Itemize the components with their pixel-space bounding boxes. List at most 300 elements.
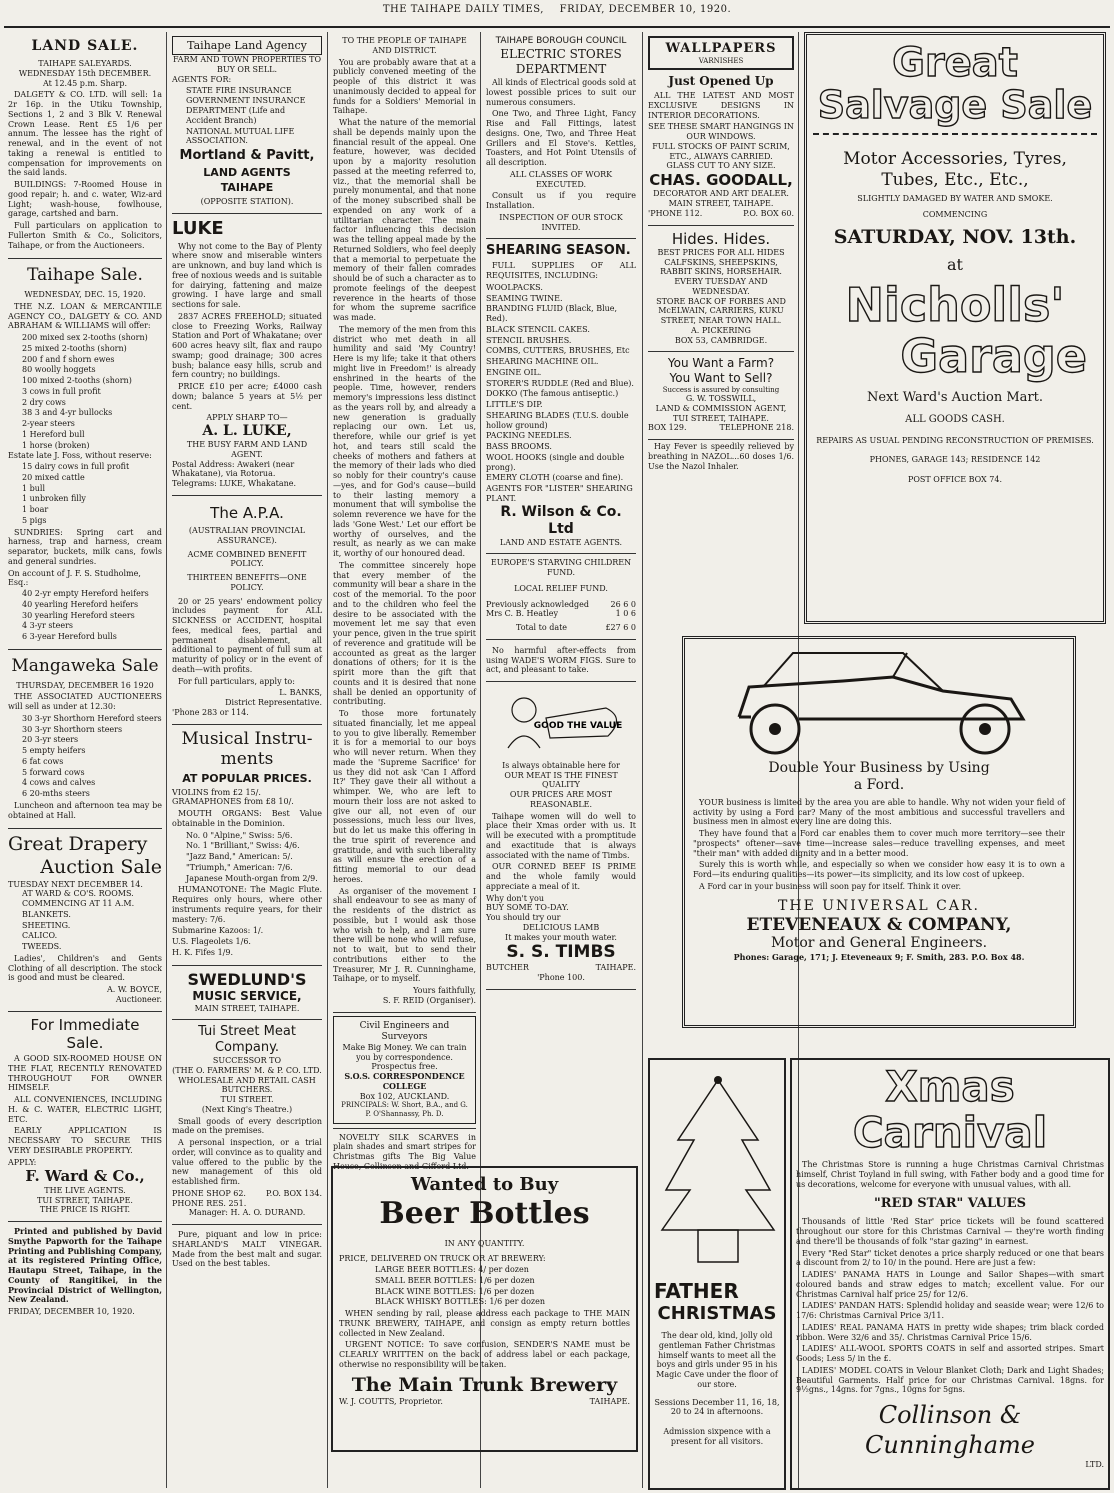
father-title-2: CHRISTMAS	[657, 1303, 777, 1325]
beer-proprietor: W. J. COUTTS, Proprietor.	[339, 1396, 443, 1406]
list-item: 1 bull	[22, 483, 46, 493]
fund-total-row	[486, 623, 636, 633]
land-sale-buildings: BUILDINGS: 7-Roomed House in good repair; h. and c. water, Wiz-ard Light; wash-house, fowlhouse, garage, cartshed and barn.	[8, 180, 162, 219]
list-item: 1 boar	[22, 505, 49, 515]
shoulders-path	[508, 736, 540, 748]
column-3-lower	[329, 1012, 480, 1171]
tui-street: TUI STREET.	[220, 1095, 274, 1105]
timbs-role-row	[486, 963, 636, 973]
xmas-item: LADIES' PANDAN HATS: Splendid holiday and seaside wear; were 12/6 to 17/6: Christmas Carnival Price 3/11.	[796, 1301, 1104, 1321]
apa-apply: For full particulars, apply to:	[178, 676, 295, 686]
salvage-phones: PHONES, GARAGE 143; RESIDENCE 142	[869, 455, 1041, 465]
red-star-body-2: Every "Red Star" ticket denotes a price sharply reduced or one that bears a discount from 2/ to 10/ in the pound. Here are just a few:	[796, 1248, 1104, 1268]
list-item: CALICO.	[22, 931, 58, 941]
goodall-ad	[648, 32, 794, 226]
civil-principals: PRINCIPALS: W. Short, B.A., and G. P. O'Shannassy, Ph. D.	[341, 1101, 468, 1118]
column-1	[4, 32, 166, 1490]
ford-firm: ETEVENEAUX & COMPANY,	[746, 914, 1012, 935]
luke-telegrams: Telegrams: LUKE, Whakatane.	[172, 479, 297, 489]
masthead-date: FRIDAY, DECEMBER 10, 1920.	[559, 4, 732, 15]
list-item: 30 3-yr Shorthorn steers	[22, 724, 123, 734]
farm-contact-row	[648, 423, 794, 433]
goodall-firm: CHAS. GOODALL,	[649, 171, 793, 190]
list-item: 6 3-year Hereford bulls	[22, 632, 117, 642]
immediate-firm: F. Ward & Co.,	[25, 1167, 145, 1186]
drapery-auction-ad	[8, 829, 162, 1011]
apa-sign: L. BANKS,	[279, 688, 322, 698]
beer-firm: The Main Trunk Brewery	[351, 1373, 618, 1396]
borough-subtitle: ELECTRIC STORES DEPARTMENT	[500, 46, 622, 76]
imprint-date: FRIDAY, DECEMBER 10, 1920.	[8, 1307, 135, 1317]
drapery-title-2: Auction Sale	[40, 856, 162, 879]
xmas-item: LADIES' PANAMA HATS in Lounge and Sailor Shapes—with smart coloured bands and straw edges to match; excellent value. For our Christmas Carnival half price 25/ for 12/6.	[796, 1270, 1104, 1299]
goodall-role: DECORATOR AND ART DEALER.	[653, 189, 789, 199]
musical-mouth-organs: MOUTH ORGANS: Best Value obtainable in the Dominion.	[172, 809, 322, 828]
fund-total-amount: £27 6 0	[605, 623, 636, 633]
taihape-sale-title: Taihape Sale.	[27, 265, 143, 286]
shearing-agents: AGENTS FOR "LISTER" SHEARING PLANT.	[486, 484, 633, 503]
timbs-water: It makes your mouth water.	[505, 932, 617, 942]
list-item: 6 fat cows	[22, 756, 64, 766]
list-item: BLACK WHISKY BOTTLES: 1/6 per dozen	[375, 1297, 545, 1307]
tui-phone-row	[172, 1189, 322, 1199]
timbs-body: Taihape women will do well to place their Xmas order with us. It will be executed with a promptitude and exactitude that is always associated with the name of Timbs.	[486, 811, 636, 860]
land-sale-date: WEDNESDAY 15th DECEMBER.	[18, 68, 152, 78]
luke-acres: 2837 ACRES FREEHOLD; situated close to Freezing Works, Railway Station and Port of Whakatane; over 600 acres heavy silt, flax and raupo swamp; good drainage; 300 acres bush; balance easy hills, scrub and fern country; no buildings.	[172, 311, 322, 380]
column-3	[329, 32, 480, 1005]
civil-engineers-ad	[333, 1016, 476, 1124]
father-sessions: Sessions December 11, 16, 18, 20 to 24 in afternoons.	[654, 1397, 780, 1417]
list-item: 4 3-yr steers	[22, 621, 74, 631]
ford-para: YOUR business is limited by the area you are able to handle. Why not widen your field of activity by using a Ford car? Many of the most ambitious and successful travellers and business men in almost every line are doing this.	[693, 797, 1065, 827]
list-item: "Triumph," American: 7/6.	[186, 862, 293, 872]
fund-row-label: Previously acknowledged	[486, 599, 590, 609]
salvage-sale-ad	[804, 32, 1106, 624]
mangaweka-sale-ad	[8, 650, 162, 829]
beer-footer	[339, 1397, 630, 1407]
list-item: 80 woolly hoggets	[22, 365, 96, 375]
fund-total-label: Total to date	[516, 623, 568, 633]
immediate-title-2: Sale.	[66, 1033, 104, 1052]
farm-ad	[648, 352, 794, 440]
list-item: Japanese Mouth-organ from 2/9.	[186, 873, 318, 883]
ford-universal: THE UNIVERSAL CAR.	[778, 897, 980, 914]
ford-role: Motor and General Engineers.	[770, 935, 988, 952]
sundries: SUNDRIES: Spring cart and harness, trap and harness, cream separator, buckets, milk cans, fowls and general sundries.	[8, 527, 162, 566]
apa-sub: (AUSTRALIAN PROVINCIAL ASSURANCE).	[188, 526, 306, 545]
land-sale-particulars: Full particulars on application to Fullerton Smith & Co., Solicitors, Taihape, or from the Auctioneers.	[8, 221, 162, 250]
shearing-season-ad	[486, 239, 636, 554]
xmas-item: LADIES' ALL-WOOL SPORTS COATS in self and assorted stripes. Smart Goods; Less 5/ in the £.	[796, 1344, 1104, 1364]
list-item: 38 3 and 4-yr bullocks	[22, 408, 113, 418]
shearing-role: LAND AND ESTATE AGENTS.	[499, 537, 623, 547]
mangaweka-intro: THE ASSOCIATED AUCTIONEERS will sell as under at 12.30:	[8, 692, 162, 712]
apa-ad	[172, 496, 322, 725]
beer-town: TAIHAPE.	[589, 1396, 630, 1406]
goodall-contact-row	[648, 209, 794, 219]
hides-when: EVERY TUESDAY AND WEDNESDAY.	[674, 277, 768, 296]
timbs-ad	[486, 684, 636, 989]
drapery-body: Ladies', Children's and Gents Clothing of all description. The stock is good and must be cleared.	[8, 953, 162, 983]
estate-line: Estate late J. Foss, without reserve:	[8, 451, 152, 461]
running-board	[739, 717, 961, 719]
musical-more-list	[172, 926, 322, 957]
tui-street-meat-ad	[172, 1020, 322, 1225]
list-item: WOOL HOOKS (single and double prong).	[486, 452, 625, 472]
swedlund-title-2: MUSIC SERVICE,	[192, 989, 302, 1004]
drapery-items	[8, 910, 162, 952]
borough-invite: INSPECTION OF OUR STOCK INVITED.	[499, 212, 623, 232]
list-item: 1 unbroken filly	[22, 494, 86, 504]
list-item: 5 empty heifers	[22, 746, 86, 756]
luke-ad	[172, 214, 322, 496]
varnishes-text: VARNISHES	[698, 56, 744, 65]
list-item: 30 yearling Hereford steers	[22, 610, 135, 620]
borough-title: TAIHAPE BOROUGH COUNCIL	[495, 36, 627, 46]
list-item: 2-year steers	[22, 419, 75, 429]
list-item: 200 mixed sex 2-tooths (shorn)	[22, 333, 148, 343]
land-sale-ad	[8, 32, 162, 259]
account-items	[8, 589, 162, 642]
immediate-conveniences: ALL CONVENIENCES, INCLUDING H. & C. WATER, ELECTRIC LIGHT, ETC.	[8, 1095, 162, 1124]
xmas-intro: The Christmas Store is running a huge Christmas Carnival Christmas himself, Christ Toyland in full swing, with Father body and a good time for us decorations, welcome for everyone with unusual values, with all.	[796, 1160, 1104, 1189]
letter-para: The committee sincerely hope that every member of the community will bear a share in the cost of the memorial. To the poor and to the children who feel the desire to be associated with the movement let me say that even your pence, given in the true spirit of reverence and gratitude will be accounted as great as the larger donations of others; for it is the spirit more than the gift that counts and it is desired that none shall be denied an opportunity of contributing.	[333, 560, 476, 707]
salvage-damaged: SLIGHTLY DAMAGED BY WATER AND SMOKE.	[857, 194, 1053, 204]
list-item: SHEARING MACHINE OIL.	[486, 357, 599, 367]
scarves-ad: NOVELTY SILK SCARVES in plain shades and smart stripes for Christmas gifts The Big Value House, Collinson and Gifford Ltd.	[333, 1128, 476, 1172]
immediate-apply: APPLY:	[8, 1157, 37, 1167]
ford-para: A Ford car in your business will soon pay for itself. Think it over.	[699, 881, 962, 891]
tree-star	[714, 1076, 722, 1084]
list-item: ENGINE OIL.	[486, 367, 542, 377]
list-item: LARGE BEER BOTTLES: 4/ per dozen	[375, 1265, 529, 1275]
drapery-place: AT WARD & CO'S. ROOMS.	[22, 889, 134, 899]
ford-ad	[682, 636, 1076, 1028]
timbs-intro: Is always obtainable here for	[502, 760, 620, 770]
fund-row-amount: 26 6 0	[610, 599, 636, 609]
mortland-agents-for: AGENTS FOR:	[172, 74, 232, 84]
goodall-street: MAIN STREET, TAIHAPE.	[668, 199, 774, 209]
salvage-title-2: Salvage Sale	[817, 83, 1093, 127]
memorial-letter	[333, 32, 476, 1013]
salvage-cash: ALL GOODS CASH.	[905, 413, 1005, 425]
mortland-title: Taihape Land Agency	[172, 36, 322, 55]
civil-body: Make Big Money. We can train you by correspondence. Prospectus free.	[342, 1042, 467, 1072]
list-item: BLACK STENCIL CAKES.	[486, 324, 590, 334]
musical-organ-list	[172, 831, 322, 884]
immediate-early: EARLY APPLICATION IS NECESSARY TO SECURE THIS VERY DESIRABLE PROPERTY.	[8, 1126, 162, 1155]
list-item: 40 2-yr empty Hereford heifers	[22, 589, 149, 599]
beer-rail: WHEN sending by rail, please address each package to THE MAIN TRUNK BREWERY, TAIHAPE, and consign as empty return bottles collected in New Zealand.	[339, 1309, 630, 1338]
butcher-illustration	[486, 688, 636, 758]
tui-title-2: Company.	[214, 1040, 280, 1056]
list-item: LITTLE'S DIP.	[486, 400, 543, 410]
borough-council-ad	[486, 32, 636, 239]
musical-title-2: ments	[220, 749, 274, 770]
list-item: BASS BROOMS.	[486, 442, 552, 452]
immediate-price: THE PRICE IS RIGHT.	[39, 1205, 131, 1215]
land-sale-body: DALGETY & CO. LTD. will sell: 1a 2r 16p. in the Utiku Township, Sections 1, 2 and 3 Blk V. Renewal Crown Lease. Rent £5 1/6 per annum. The lessee has the right of renewal, and in the event of not taking a renewal is entitled to compensation for improvements on the said lands.	[8, 90, 162, 178]
list-item: GOVERNMENT INSURANCE DEPARTMENT (Life and Accident Branch)	[186, 96, 306, 125]
red-star-title: "RED STAR" VALUES	[873, 1195, 1027, 1211]
list-item: Submarine Kazoos: 1/.	[172, 926, 264, 936]
farm-name: G. W. TOSSWILL,	[685, 394, 757, 404]
musical-title-3: AT POPULAR PRICES.	[182, 772, 312, 786]
column-rule	[166, 32, 167, 1488]
drapery-date: TUESDAY NEXT DECEMBER 14.	[8, 879, 143, 889]
civil-school: S.O.S. CORRESPONDENCE COLLEGE	[344, 1071, 465, 1091]
apa-role: District Representative.	[225, 698, 322, 708]
imprint	[8, 1222, 162, 1317]
farm-title-1: You Want a Farm?	[667, 356, 775, 371]
father-title-1: FATHER	[654, 1278, 739, 1303]
timbs-phone: 'Phone 100.	[537, 972, 585, 982]
mortland-firm: Mortland & Pavitt,	[179, 148, 315, 164]
europe-fund-ad	[486, 554, 636, 640]
apa-benefits: THIRTEEN BENEFITS—ONE POLICY.	[187, 573, 307, 592]
letter-para: What the nature of the memorial shall be depends mainly upon the financial result of the appeal. One feature, however, was decided upon by a majority resolution passed at the meeting referred to, viz., that the memorial shall be purely monumental, and that none of the money subscribed shall be expended on any work of a utilitarian character. The main factor influencing this decision was the telling appeal made by the Returned Soldiers, who feel deeply that a memorial to perpetuate the memory of their fallen comrades should be of such a character as to promote feelings of the deepest reverence in the hearts of those for whom the supreme sacrifice was made.	[333, 118, 476, 322]
farm-phone: TELEPHONE 218.	[719, 423, 794, 433]
list-item: STENCIL BRUSHES.	[486, 335, 572, 345]
drapery-sign: A. W. BOYCE,	[106, 985, 162, 995]
xmas-carnival-ad	[790, 1058, 1110, 1490]
hides-store: STORE BACK OF FORBES AND McELWAIN, CARRIERS, KUKU STREET, NEAR TOWN HALL.	[656, 296, 786, 326]
list-item: 200 f and f shorn ewes	[22, 354, 115, 364]
list-item: 40 yearling Hereford heifers	[22, 599, 139, 609]
mortland-pavitt-ad	[172, 32, 322, 214]
list-item: 5 pigs	[22, 515, 47, 525]
mortland-role: LAND AGENTS	[203, 166, 291, 180]
timbs-buy: BUY SOME TO-DAY.	[486, 903, 569, 913]
immediate-body: A GOOD SIX-ROOMED HOUSE ON THE FLAT, RECENTLY RENOVATED THROUGHOUT FOR OWNER HIMSELF.	[8, 1054, 162, 1093]
list-item: 6 20-mths steers	[22, 789, 90, 799]
swedlund-ad	[172, 966, 322, 1021]
salvage-place-1: Nicholls'	[845, 278, 1065, 333]
account-line: On account of J. F. S. Studholme, Esq.:	[8, 568, 141, 588]
tui-phone-res: PHONE RES. 251.	[172, 1198, 247, 1208]
hides-box: BOX 53, CAMBRIDGE.	[674, 335, 768, 345]
worm-figs-ad: No harmful after-effects from using WADE'S WORM FIGS. Sure to act, and pleasant to take.	[486, 642, 636, 682]
list-item: "Jazz Band," American: 5/.	[186, 852, 293, 862]
salvage-date: SATURDAY, NOV. 13th.	[833, 225, 1077, 248]
salvage-at: at	[947, 254, 963, 274]
drapery-title-1: Great Drapery	[8, 833, 148, 856]
land-sale-place: TAIHAPE SALEYARDS.	[38, 59, 132, 69]
ford-title-1: Double Your Business by Using	[768, 759, 990, 776]
immediate-street: TUI STREET, TAIHAPE.	[37, 1195, 133, 1205]
xmas-firm: Collinson & Cunninghame	[865, 1401, 1035, 1459]
tree-tub	[698, 1230, 738, 1262]
land-sale-title: LAND SALE.	[31, 38, 139, 54]
shearing-items	[486, 283, 636, 483]
timbs-beef: OUR CORNED BEEF IS PRIME and the whole family would appreciate a meal of it.	[486, 862, 636, 891]
apa-phone: 'Phone 283 or 114.	[172, 707, 249, 717]
list-item: 15 dairy cows in full profit	[22, 462, 130, 472]
drapery-time: COMMENCING AT 11 A.M.	[22, 899, 135, 909]
list-item: WOOLPACKS.	[486, 282, 543, 292]
immediate-sale-ad	[8, 1012, 162, 1222]
list-item: 5 forward cows	[22, 767, 85, 777]
beer-qty: IN ANY QUANTITY.	[444, 1238, 525, 1248]
musical-humanotone: HUMANOTONE: The Magic Flute. Requires only hours, where other instruments require years, for their mastery: 7/6.	[172, 885, 322, 924]
hides-sign: A. PICKERING	[691, 325, 751, 335]
list-item: SMALL BEER BOTTLES: 1/6 per dozen	[375, 1275, 535, 1285]
taihape-sale-items	[8, 333, 162, 450]
front-hub	[979, 723, 991, 735]
letter-sign: S. F. REID (Organiser).	[382, 995, 476, 1005]
masthead-title: THE TAIHAPE DAILY TIMES,	[382, 4, 544, 15]
list-item: SHEETING.	[22, 920, 71, 930]
salvage-place-2: Garage	[900, 329, 1087, 384]
letter-closing: Yours faithfully,	[413, 986, 476, 995]
musical-gramophones: GRAMAPHONES from £8 10/.	[172, 797, 294, 807]
list-item: STATE FIRE INSURANCE	[186, 85, 292, 95]
mangaweka-items	[8, 714, 162, 799]
beer-price-intro: PRICE, DELIVERED ON TRUCK OR AT BREWERY:	[339, 1254, 546, 1264]
luke-body: Why not come to the Bay of Plenty where snow and miserable winters are unknown, and buy land which is free of noxious weeds and is suitable for dairying, fattening and maize growing. I have large and small sections for sale.	[172, 241, 322, 310]
letter-title: TO THE PEOPLE OF TAIHAPE AND DISTRICT.	[342, 36, 467, 55]
list-item: BLANKETS.	[22, 909, 71, 919]
beer-title-1: Wanted to Buy	[410, 1174, 559, 1195]
list-item: EMERY CLOTH (coarse and fine).	[486, 473, 624, 483]
land-sale-time: At 12.45 p.m. Sharp.	[42, 78, 128, 88]
ford-title-2: a Ford.	[853, 776, 905, 793]
taihape-sale-ad	[8, 259, 162, 649]
estate-items	[8, 462, 162, 526]
musical-title-1: Musical Instru-	[181, 728, 313, 749]
luke-title: LUKE	[172, 217, 224, 239]
tui-phone: PHONE SHOP 62.	[172, 1188, 246, 1198]
beer-urgent: URGENT NOTICE: To save confusion, SENDER'S NAME must be CLEARLY WRITTEN on the back of address label or each package, otherwise no responsibility will be taken.	[339, 1340, 630, 1369]
beer-prices	[339, 1265, 630, 1307]
tui-title-1: Tui Street Meat	[198, 1024, 296, 1040]
europe-local: LOCAL RELIEF FUND.	[514, 583, 608, 593]
beer-title-2: Beer Bottles	[379, 1195, 590, 1231]
list-item: H. K. Fifes 1/9.	[172, 947, 233, 957]
luke-apply: APPLY SHARP TO—	[206, 413, 288, 423]
list-item: SHEARING BLADES (T.U.S. double hollow ground)	[486, 410, 629, 430]
apa-title: The A.P.A.	[210, 503, 284, 522]
letter-para: The memory of the men from this district who met death in all humility and said 'My Country! Here is my life; take it that others might live in Freedom!' is already enshrined in the hearts of the people. Time, however, renders memory's impressions less distinct as the years roll by, and already a new generation is gradually replacing our own. Let us, therefore, while our grief is yet hot, and tears still scald the cheeks of mothers and fathers at the memory of their lads who died so nobly for their country's cause—yes, and for God's cause—build to their lasting memory a monument that will symbolise the solemn reverence we have for the lads 'Gone West.' Let our effort be worthy of ourselves, and the result, as nearly as we can make it, worthy of our honoured dead.	[333, 324, 476, 558]
column-rule	[642, 32, 643, 1488]
ford-para: They have found that a Ford car enables them to cover much more territory—see their "prospects" oftener—save time—increase sales—reduce travelling expenses, and meet "their man" with added dignity and in a better mood.	[693, 829, 1065, 858]
hides-body: BEST PRICES FOR ALL HIDES CALFSKINS, SHEEPSKINS, RABBIT SKINS, HORSEHAIR.	[657, 247, 785, 277]
timbs-why: Why don't you	[486, 893, 544, 903]
wallpapers-text: WALLPAPERS	[665, 41, 777, 56]
list-item: BLACK WINE BOTTLES: 1/6 per dozen	[375, 1286, 535, 1296]
car-body	[739, 677, 1023, 719]
column-6	[800, 32, 1110, 630]
list-item: TWEEDS.	[22, 942, 62, 952]
letter-para: To those more fortunately situated financially, let me appeal to you to give liberally. Remember it is for a memorial to our boys who will never return. When they made the 'Supreme Sacrifice' for us they did not ask 'Can I Afford It?' They gave their all without a whimper. We, who are left to mourn their loss are not asked to give our all, not even of our possessions, much less our lives, but do let us make this offering in the true spirit of reverence and gratitude, and with such liberality as will ensure the erection of a fitting memorial to our dead heroes.	[333, 709, 476, 884]
father-christmas-ad	[648, 1058, 786, 1490]
column-2	[168, 32, 326, 1490]
civil-box: Box 102, AUCKLAND.	[359, 1091, 450, 1101]
father-body: The dear old, kind, jolly old gentleman Father Christmas himself wants to meet all the boys and girls under 95 in his Magic Cave under the floor of our store.	[656, 1331, 778, 1389]
list-item: 1 horse (broken)	[22, 440, 90, 450]
list-item: PACKING NEEDLES.	[486, 431, 572, 441]
immediate-title-1: For Immediate	[30, 1015, 140, 1034]
list-item: DOKKO (The famous antiseptic.)	[486, 389, 619, 399]
europe-title: EUROPE'S STARVING CHILDREN FUND.	[490, 558, 632, 578]
list-item: No. 1 "Brilliant," Swiss: 4/6.	[186, 841, 300, 851]
tui-goods: Small goods of every description made on the premises.	[172, 1116, 322, 1136]
father-admission: Admission sixpence with a present for all visitors.	[663, 1427, 771, 1446]
ford-car-illustration	[693, 647, 1067, 757]
masthead	[0, 4, 1114, 28]
goodall-body: ALL THE LATEST AND MOST EXCLUSIVE DESIGNS IN INTERIOR DECORATIONS.	[648, 91, 794, 120]
swedlund-address: MAIN STREET, TAIHAPE.	[194, 1003, 300, 1013]
column-5	[644, 32, 798, 630]
shearing-firm: R. Wilson & Co. Ltd	[500, 503, 622, 537]
farm-street: TUI STREET, TAIHAPE.	[673, 413, 769, 423]
letter-para: You are probably aware that at a publicly convened meeting of the people of this district it was unanimously decided to appeal for funds for a Soldiers' Memorial in Taihape.	[333, 57, 476, 116]
salvage-box: POST OFFICE BOX 74.	[907, 475, 1003, 485]
mangaweka-date: THURSDAY, DECEMBER 16 1920	[16, 680, 154, 690]
luke-firm: A. L. LUKE,	[202, 423, 292, 440]
salvage-commencing: COMMENCING	[922, 210, 988, 220]
ford-phones: Phones: Garage, 171; J. Eteveneaux 9; F. Smith, 283. P.O. Box 48.	[733, 951, 1025, 962]
tui-body: A personal inspection, or a trial order, will convince as to quality and value offered to the public by the new management of this old established firm.	[172, 1138, 322, 1187]
musical-violins: VIOLINS from £2 15/.	[172, 787, 261, 797]
luke-price: PRICE £10 per acre; £4000 cash down; balance 5 years at 5½ per cent.	[172, 382, 322, 411]
list-item: STORER'S RUDDLE (Red and Blue).	[486, 378, 634, 388]
face-circle	[512, 698, 536, 722]
beer-bottles-ad	[331, 1166, 638, 1452]
timbs-prices: OUR PRICES ARE MOST REASONABLE.	[509, 790, 613, 809]
tui-next: (Next King's Theatre.)	[201, 1104, 293, 1114]
list-item: BRANDING FLUID (Black, Blue, Red).	[486, 304, 618, 324]
column-rule	[327, 32, 328, 1488]
xmas-ltd: LTD.	[1085, 1459, 1104, 1469]
timbs-meat: OUR MEAT IS THE FINEST QUALITY	[504, 770, 618, 790]
fund-row-amount: 1 0 6	[615, 609, 636, 619]
list-item: 20 mixed cattle	[22, 472, 85, 482]
borough-classes: ALL CLASSES OF WORK EXECUTED.	[509, 169, 613, 189]
apa-body: 20 or 25 years' endowment policy includes payment for ALL SICKNESS or ACCIDENT, hospital fees, medical fees, partial and permanent disablement, all additional to payment of full sum at maturity of policy or in the event of death—with profits.	[172, 596, 322, 674]
salvage-goods: Motor Accessories, Tyres, Tubes, Etc., Etc.,	[843, 148, 1067, 190]
list-item: 3 cows in full profit	[22, 386, 101, 396]
christmas-tree-illustration	[654, 1070, 782, 1270]
timbs-lamb: DELICIOUS LAMB	[522, 922, 600, 932]
imprint-text: Printed and published by David Smythe Papworth for the Taihape Printing and Publishing Company, at its registered Printing Office, Hautapu Street, Taihape, in the County of Rangitikei, in the Provincial District of Wellington, New Zealand.	[8, 1226, 162, 1305]
tui-pobox: P.O. BOX 134.	[266, 1188, 322, 1198]
civil-title: Civil Engineers and Surveyors	[359, 1021, 450, 1042]
goodall-phone: 'PHONE 112.	[648, 208, 703, 218]
mangaweka-title: Mangaweka Sale	[11, 655, 159, 676]
vinegar-ad: Pure, piquant and low in price: SHARLAND'S MALT VINEGAR. Made from the best malt and sugar. Used on the best tables.	[172, 1230, 322, 1269]
borough-body: One Two, and Three Light, Fancy Rise and Fall Fittings, latest designs. One, Two, and Three Heat Grillers and El Stove's. Kettles, Toasters, and Hot Point Utensils of all description.	[486, 109, 636, 168]
borough-intro: All kinds of Electrical goods sold at lowest possible prices to suit our numerous consumers.	[486, 78, 636, 107]
goodall-stock: FULL STOCKS OF PAINT SCRIM, ETC., ALWAYS CARRIED.	[652, 141, 790, 161]
apa-policy: ACME COMBINED BENEFIT POLICY.	[187, 549, 307, 569]
list-item: COMBS, CUTTERS, BRUSHES, Etc	[486, 346, 630, 356]
taihape-sale-intro: THE N.Z. LOAN & MERCANTILE AGENCY CO., DALGETY & CO. AND ABRAHAM & WILLIAMS will offer:	[8, 301, 162, 331]
letter-para: As organiser of the movement I shall endeavour to see as many of the residents of the district as possible, but I would ask those who wish to help, and I am sure there will be none who will refuse, not to wait, but to send their contributions either to the Treasurer, Mr J. R. Cunninghame, Taihape, or to myself.	[333, 886, 476, 984]
farm-box: BOX 129.	[648, 423, 687, 433]
list-item: 30 3-yr Shorthorn Hereford steers	[22, 713, 162, 723]
hides-ad	[648, 226, 794, 353]
list-item: 4 cows and calves	[22, 778, 96, 788]
xmas-item: LADIES' MODEL COATS in Velour Blanket Cloth; Dark and Light Shades; Beautiful Garments. Half price for our Christmas Carnival. 18gns. for 9½gns., 14gns. for 7gns., 10gns for 5gns.	[796, 1365, 1104, 1395]
luke-role: THE BUSY FARM AND LAND AGENT.	[186, 440, 308, 459]
mortland-items	[172, 86, 322, 147]
goodall-title: Just Opened Up	[668, 74, 774, 89]
timbs-town: TAIHAPE.	[595, 963, 636, 973]
goodall-glass: GLASS CUT TO ANY SIZE.	[666, 161, 776, 171]
salvage-repairs: REPAIRS AS USUAL PENDING RECONSTRUCTION OF PREMISES.	[816, 435, 1094, 445]
header-rule	[4, 26, 1110, 28]
